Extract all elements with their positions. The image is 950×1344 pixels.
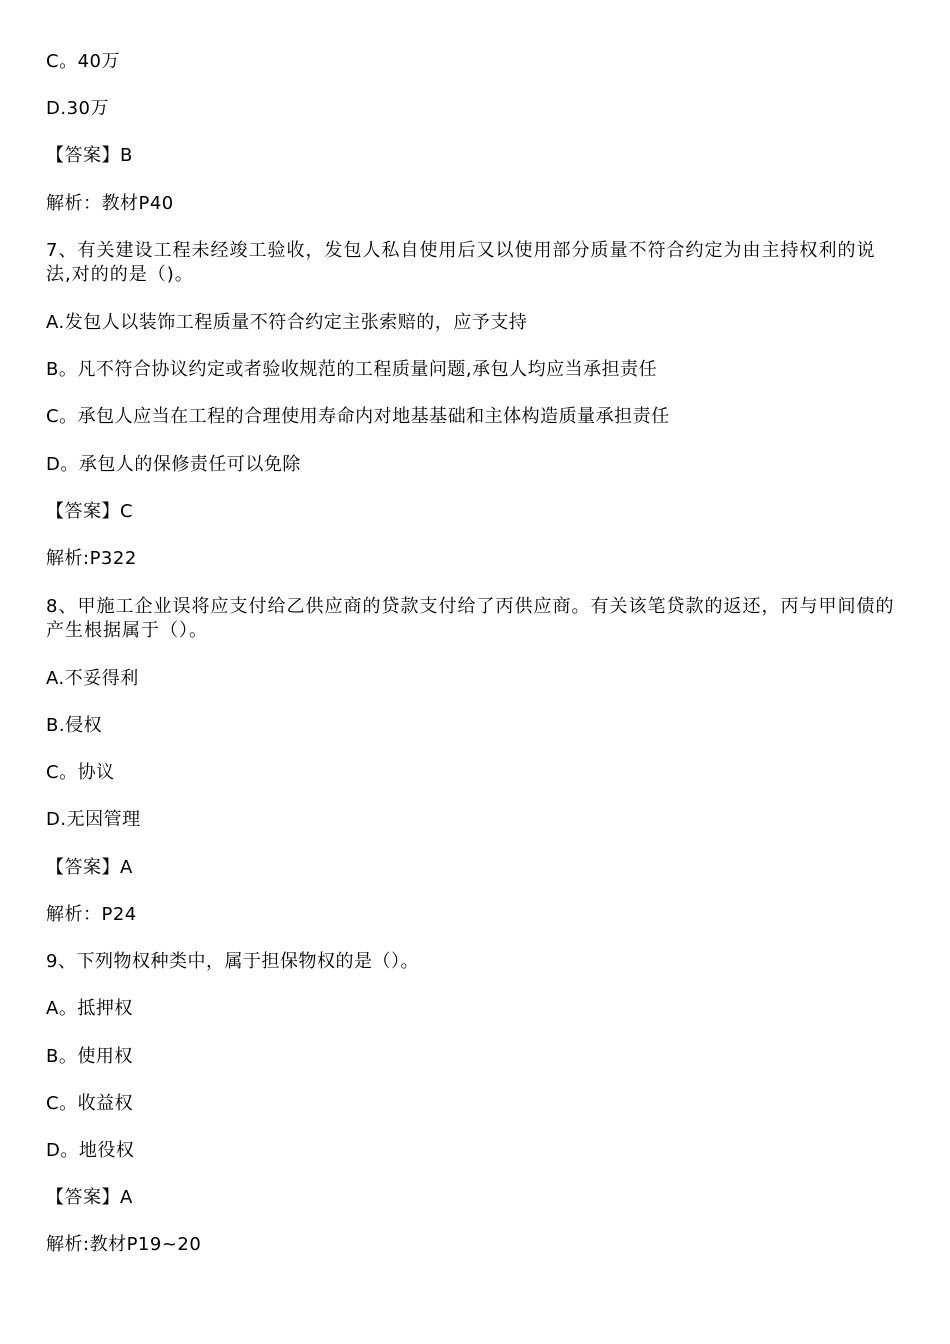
option-a-q8: A.不妥得利 (46, 668, 139, 689)
question-7: 7、有关建设工程未经竣工验收，发包人私自使用后又以使用部分质量不符合约定为由主持权利的说法,对的的是（)。 (46, 240, 876, 285)
option-d-q8: D.无因管理 (46, 809, 141, 830)
option-a-q9: A。抵押权 (46, 998, 133, 1019)
option-c-q8: C。协议 (46, 762, 115, 783)
analysis-q9: 解析:教材P19~20 (46, 1234, 202, 1255)
option-b-q9: B。使用权 (46, 1046, 133, 1067)
option-c-q7: C。承包人应当在工程的合理使用寿命内对地基基础和主体构造质量承担责任 (46, 406, 670, 427)
option-a-q7: A.发包人以装饰工程质量不符合约定主张索赔的，应予支持 (46, 312, 528, 333)
answer-q7: 【答案】C (46, 501, 134, 522)
option-c-q6: C。40万 (46, 51, 120, 72)
question-9: 9、下列物权种类中，属于担保物权的是（）。 (46, 951, 419, 972)
option-d-q9: D。地役权 (46, 1140, 135, 1161)
analysis-q7: 解析:P322 (46, 548, 137, 569)
answer-q8: 【答案】A (46, 857, 133, 878)
option-c-q9: C。收益权 (46, 1093, 134, 1114)
answer-q6: 【答案】B (46, 145, 133, 166)
analysis-q8: 解析：P24 (46, 904, 137, 925)
option-b-q8: B.侵权 (46, 715, 103, 736)
question-8: 8、甲施工企业误将应支付给乙供应商的贷款支付给了丙供应商。有关该笔贷款的返还，丙与甲间债的产生根据属于（）。 (46, 596, 895, 641)
option-b-q7: B。凡不符合协议约定或者验收规范的工程质量问题,承包人均应当承担责任 (46, 359, 658, 380)
option-d-q6: D.30万 (46, 98, 109, 119)
analysis-q6: 解析：教材P40 (46, 193, 174, 214)
answer-q9: 【答案】A (46, 1187, 133, 1208)
option-d-q7: D。承包人的保修责任可以免除 (46, 454, 301, 475)
